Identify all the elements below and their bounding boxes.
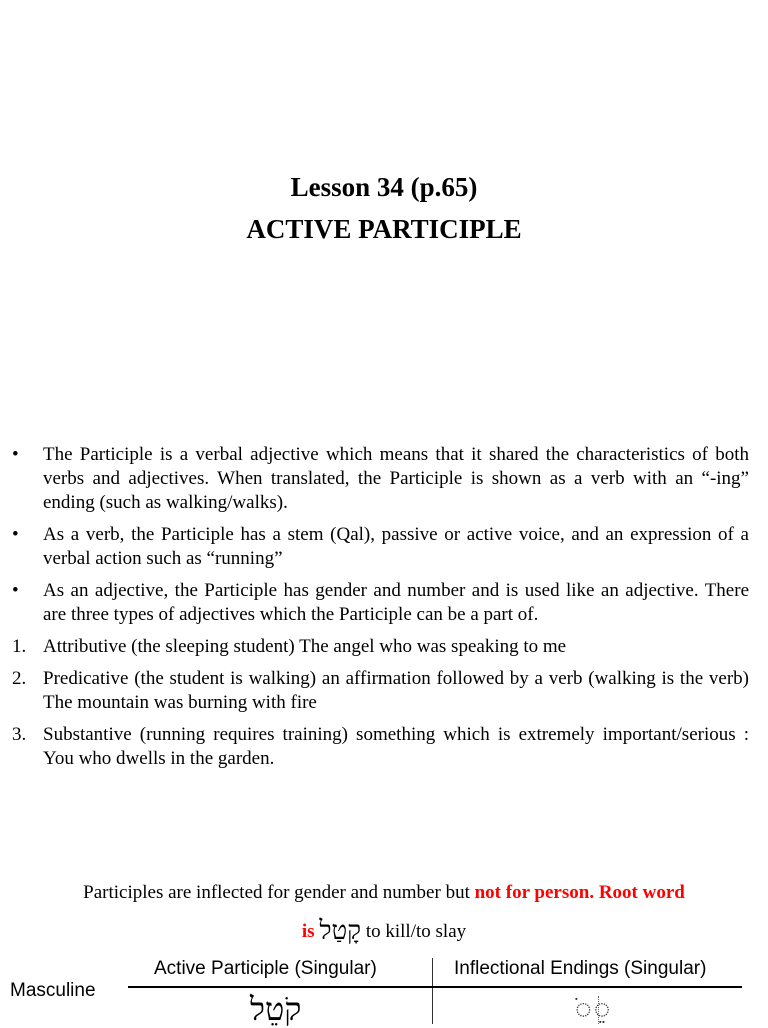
bullet-marker: •: [12, 444, 19, 465]
list-item-text: Substantive (running requires training) something which is extremely important/serious : You who dwells in the garden.: [43, 724, 749, 769]
list-item-text: As an adjective, the Participle has gender and number and is used like an adjective. There are three types of adjectives which the Participle can be a part of.: [43, 580, 749, 625]
number-marker: 2.: [12, 668, 27, 689]
list-item: [12, 635, 749, 659]
list-item: [12, 523, 749, 571]
page-title: [0, 166, 768, 250]
ending-separator: [598, 996, 599, 1024]
root-word-hebrew: קָטַל: [319, 916, 362, 946]
summary-prefix: Participles are inflected for gender and number but: [83, 882, 475, 903]
bullet-marker: •: [12, 524, 19, 545]
bullet-marker: •: [12, 580, 19, 601]
cell-inflection-ending: ◌ֹ◌ֵ: [575, 992, 613, 1025]
list-item-text: Attributive (the sleeping student) The angel who was speaking to me: [43, 636, 567, 657]
root-word-meaning: to kill/to slay: [361, 921, 467, 942]
topic-title: ACTIVE PARTICIPLE: [246, 214, 522, 244]
list-item: [12, 579, 749, 627]
lesson-title: Lesson 34 (p.65): [290, 172, 478, 202]
inflection-table: [0, 952, 768, 1028]
column-header-active-participle: Active Participle (Singular): [154, 958, 377, 979]
number-marker: 1.: [12, 636, 27, 657]
list-item-text: Predicative (the student is walking) an affirmation followed by a verb (walking is the verb) The mountain was burning with fire: [43, 668, 749, 713]
cell-participle-form: קֹטֵל: [250, 990, 302, 1028]
summary-emphasis: not for person. Root word: [474, 882, 685, 903]
number-marker: 3.: [12, 724, 27, 745]
list-item: [12, 443, 749, 515]
header-rule: [128, 986, 742, 988]
list-item-text: As a verb, the Participle has a stem (Qal), passive or active voice, and an expression of a verbal action such as “running”: [43, 524, 749, 569]
list-item-text: The Participle is a verbal adjective which means that it shared the characteristics of both verbs and adjectives. When translated, the Participle is shown as a verb with an “-ing” ending (such as walking/walks).: [43, 444, 749, 513]
summary-emphasis-is: is: [301, 921, 315, 942]
list-item: [12, 723, 749, 771]
row-label-masculine: Masculine: [10, 980, 96, 1001]
content-list: [12, 443, 749, 779]
summary-paragraph: [18, 874, 750, 951]
column-divider: [432, 958, 433, 1024]
list-item: [12, 667, 749, 715]
column-header-inflectional-endings: Inflectional Endings (Singular): [454, 958, 707, 979]
